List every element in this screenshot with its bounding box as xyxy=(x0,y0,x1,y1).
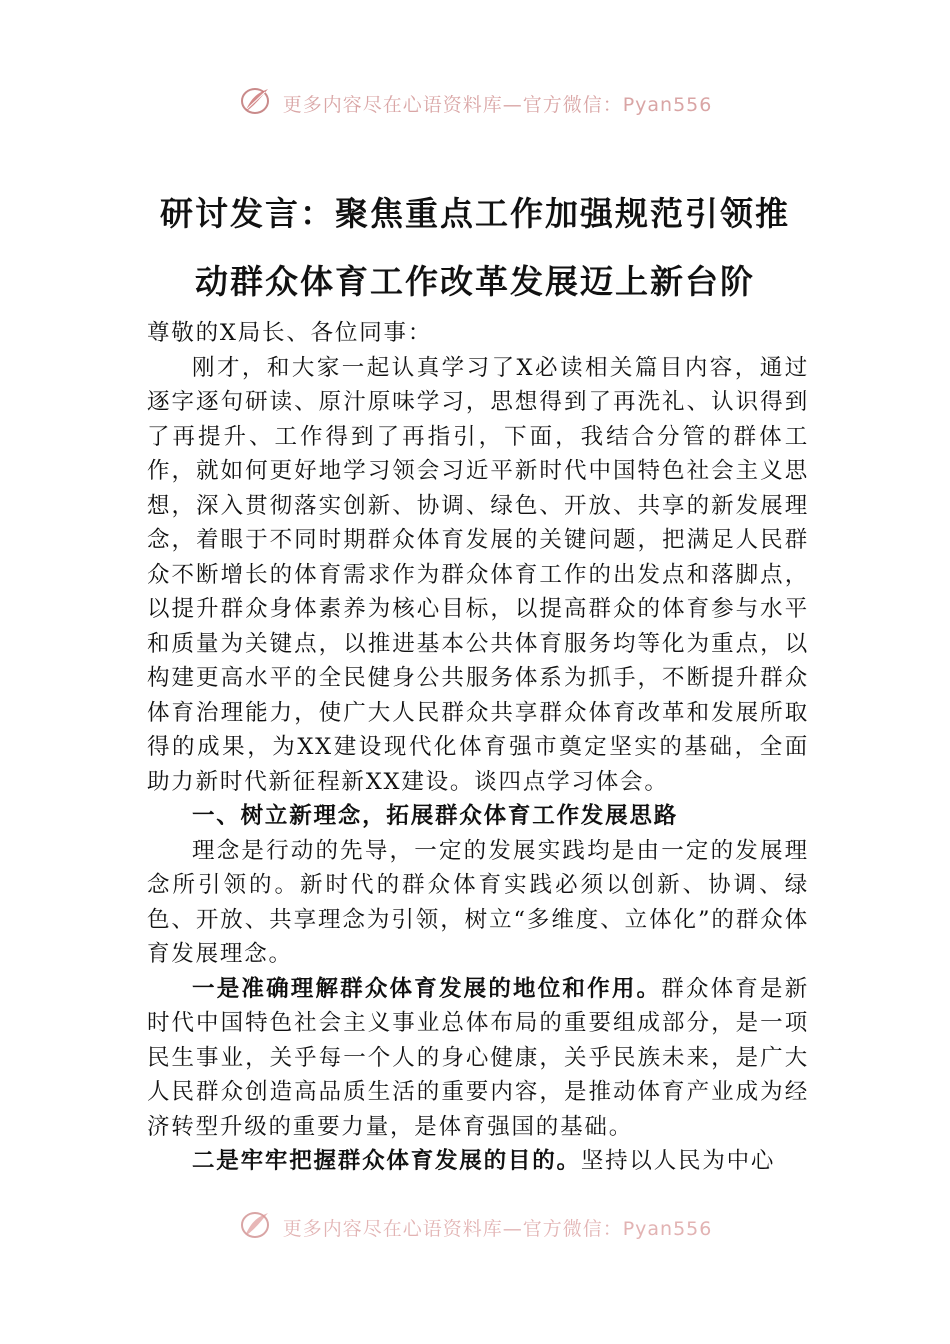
point-2-lead: 二是牢牢把握群众体育发展的目的。 xyxy=(192,1148,581,1174)
watermark-footer xyxy=(0,1210,950,1245)
watermark-header xyxy=(0,86,950,121)
document-title-line-2: 动群众体育工作改革发展迈上新台阶 xyxy=(195,262,755,301)
watermark-text: 更多内容尽在心语资料库—官方微信：Pyan556 xyxy=(282,1218,713,1240)
salutation: 尊敬的X局长、各位同事： xyxy=(147,320,433,346)
document-body xyxy=(147,316,809,1179)
intro-paragraph: 刚才，和大家一起认真学习了X必读相关篇目内容，通过逐字逐句研读、原汁原味学习，思想得到了再洗礼、认识得到了再提升、工作得到了再指引，下面，我结合分管的群体工作，就如何更好地学习领会习近平新时代中国特色社会主义思想，深入贯彻落实创新、协调、绿色、开放、共享的新发展理念，着眼于不同时期群众体育发展的关键问题，把满足人民群众不断增长的体育需求作为群众体育工作的出发点和落脚点，以提升群众身体素养为核心目标，以提高群众的体育参与水平和质量为关键点，以推进基本公共体育服务均等化为重点，以构建更高水平的全民健身公共服务体系为抓手，不断提升群众体育治理能力，使广大人民群众共享群众体育改革和发展所取得的成果，为XX建设现代化体育强市奠定坚实的基础，全面助力新时代新征程新XX建设。谈四点学习体会。 xyxy=(147,354,809,795)
watermark-text: 更多内容尽在心语资料库—官方微信：Pyan556 xyxy=(282,94,713,116)
point-2-text: 坚持以人民为中心 xyxy=(580,1148,776,1174)
point-1-text: 群众体育是新时代中国特色社会主义事业总体布局的重要组成部分，是一项民生事业，关乎每一个人的身心健康，关乎民族未来，是广大人民群众创造高品质生活的重要内容，是推动体育产业成为经济转型升级的重要力量，是体育强国的基础。 xyxy=(147,975,809,1140)
quill-leaf-logo-icon xyxy=(238,86,272,121)
section-heading-1: 一、树立新理念，拓展群众体育工作发展思路 xyxy=(192,803,679,829)
document-title-line-1: 研讨发言：聚焦重点工作加强规范引领推 xyxy=(160,194,790,233)
point-2-paragraph xyxy=(147,1144,809,1179)
quill-leaf-logo-icon xyxy=(238,1210,272,1245)
point-1-paragraph xyxy=(147,972,809,1145)
point-1-lead: 一是准确理解群众体育发展的地位和作用。 xyxy=(192,975,662,1002)
section-1-paragraph: 理念是行动的先导，一定的发展实践均是由一定的发展理念所引领的。新时代的群众体育实践必须以创新、协调、绿色、开放、共享理念为引领，树立“多维度、立体化”的群众体育发展理念。 xyxy=(147,837,809,967)
